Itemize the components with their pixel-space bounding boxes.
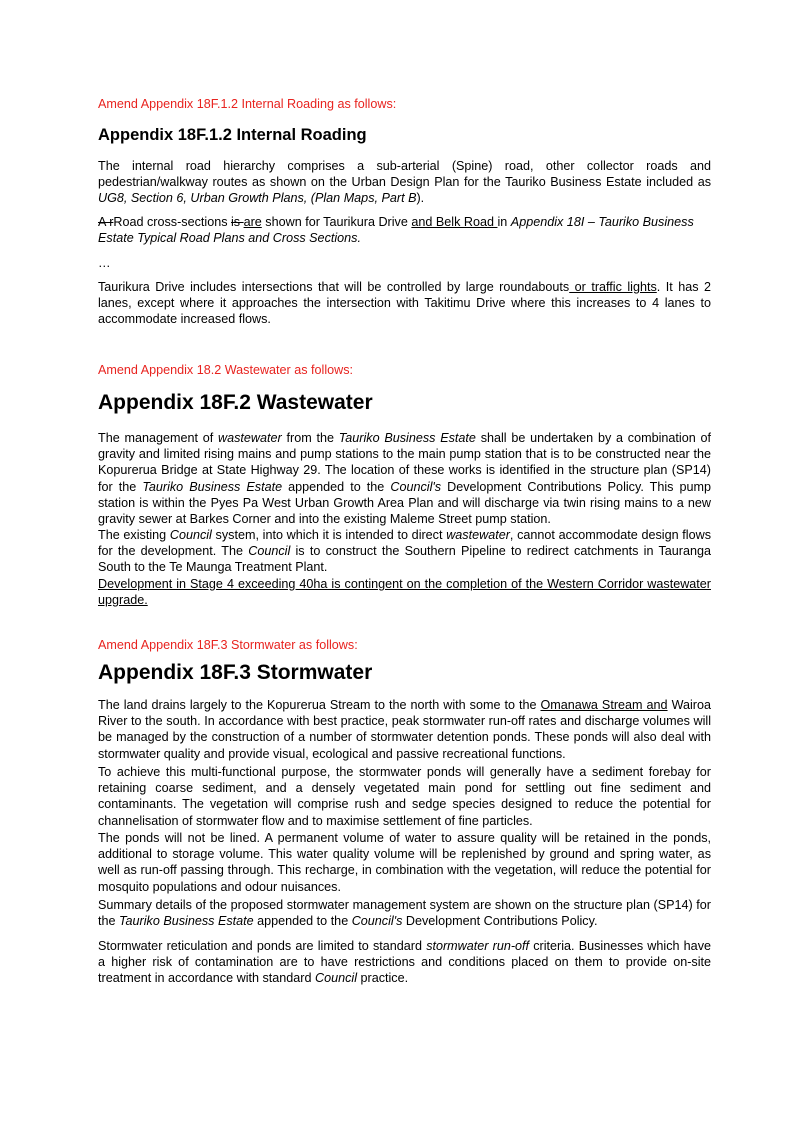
- amend-note-wastewater: Amend Appendix 18.2 Wastewater as follows:: [98, 363, 354, 377]
- ellipsis: …: [98, 256, 111, 270]
- heading-stormwater: Appendix 18F.3 Stormwater: [98, 661, 373, 684]
- inserted-text: Development in Stage 4 exceeding 40ha is contingent on the completion of the Western Corridor wastewater upgrade.: [98, 577, 711, 608]
- paragraph-road-cross-sections: A rRoad cross-sections is are shown for Taurikura Drive and Belk Road in Appendix 18I – Tauriko Business Estate Typical Road Plans and Cross Sections.: [98, 215, 694, 246]
- amend-note-stormwater: Amend Appendix 18F.3 Stormwater as follows:: [98, 638, 358, 652]
- paragraph-stormwater-reticulation: Stormwater reticulation and ponds are limited to standard stormwater run-off criteria. Businesses which have a higher risk of contamination are to have restrictions and conditions placed on them to provide on-site treatment in accordance with standard Council practice.: [98, 939, 711, 986]
- paragraph-road-hierarchy: The internal road hierarchy comprises a sub-arterial (Spine) road, other collector roads and pedestrian/walkway routes as shown on the Urban Design Plan for the Tauriko Business Estate included as UG8, Section 6, Urban Growth Plans, (Plan Maps, Part B).: [98, 159, 711, 206]
- paragraph-wastewater-management: The management of wastewater from the Tauriko Business Estate shall be undertaken by a combination of gravity and limited rising mains and pump stations to the main pump station that is to be constructed near the Kopurerua Bridge at State Highway 29. The location of these works is identified in the structure plan (SP14) for the Tauriko Business Estate appended to the Council's Development Contributions Policy. This pump station is within the Pyes Pa West Urban Growth Area Plan and will discharge via twin rising mains to a new gravity sewer at Barkes Corner and into the existing Maleme Street pump station.: [98, 431, 711, 527]
- heading-internal-roading: Appendix 18F.1.2 Internal Roading: [98, 126, 367, 144]
- inserted-text: or traffic lights: [569, 280, 657, 294]
- inserted-text: Omanawa Stream and: [540, 698, 668, 712]
- inserted-text: and Belk Road: [411, 215, 498, 229]
- paragraph-stage-4-development: [98, 576, 711, 608]
- paragraph-multi-functional-purpose: To achieve this multi-functional purpose, the stormwater ponds will generally have a sediment forebay for retaining coarse sediment, and a densely vegetated main pond for settling out fine sediment and contaminants. The vegetation will comprise rush and sedge species designed to reduce the potential for channelisation of stormwater flow and to maximise settlement of fine particles.: [98, 765, 711, 828]
- paragraph-summary-details: Summary details of the proposed stormwater management system are shown on the structure plan (SP14) for the Tauriko Business Estate appended to the Council's Development Contributions Policy.: [98, 898, 711, 929]
- heading-wastewater: Appendix 18F.2 Wastewater: [98, 391, 373, 414]
- paragraph-taurikura-drive: Taurikura Drive includes intersections that will be controlled by large roundabouts or traffic lights. It has 2 lanes, except where it approaches the intersection with Takitimu Drive where this increases to 4 lanes to accommodate increased flows.: [98, 280, 711, 327]
- amend-note-internal-roading: Amend Appendix 18F.1.2 Internal Roading as follows:: [98, 97, 397, 111]
- paragraph-existing-council-system: The existing Council system, into which it is intended to direct wastewater, cannot accommodate design flows for the development. The Council is to construct the Southern Pipeline to redirect catchments in Tauranga South to the Te Maunga Treatment Plant.: [98, 528, 711, 575]
- inserted-text: are: [243, 215, 262, 229]
- paragraph-ponds-not-lined: The ponds will not be lined. A permanent volume of water to assure quality will be retained in the ponds, additional to storage volume. This water quality volume will be replenished by ground and spring water, as well as run-off passing through. This recharge, in combination with the vegetation, will reduce the potential for mosquito populations and odour nuisances.: [98, 831, 711, 894]
- paragraph-land-drainage: The land drains largely to the Kopurerua Stream to the north with some to the Omanawa Stream and Wairoa River to the south. In accordance with best practice, peak stormwater run-off rates and discharge volumes will be managed by the construction of a number of stormwater detention ponds. These ponds will also deal with stormwater quality and provide visual, ecological and passive recreational functions.: [98, 698, 712, 761]
- deleted-text: is: [231, 215, 244, 229]
- deleted-text: A r: [98, 215, 114, 229]
